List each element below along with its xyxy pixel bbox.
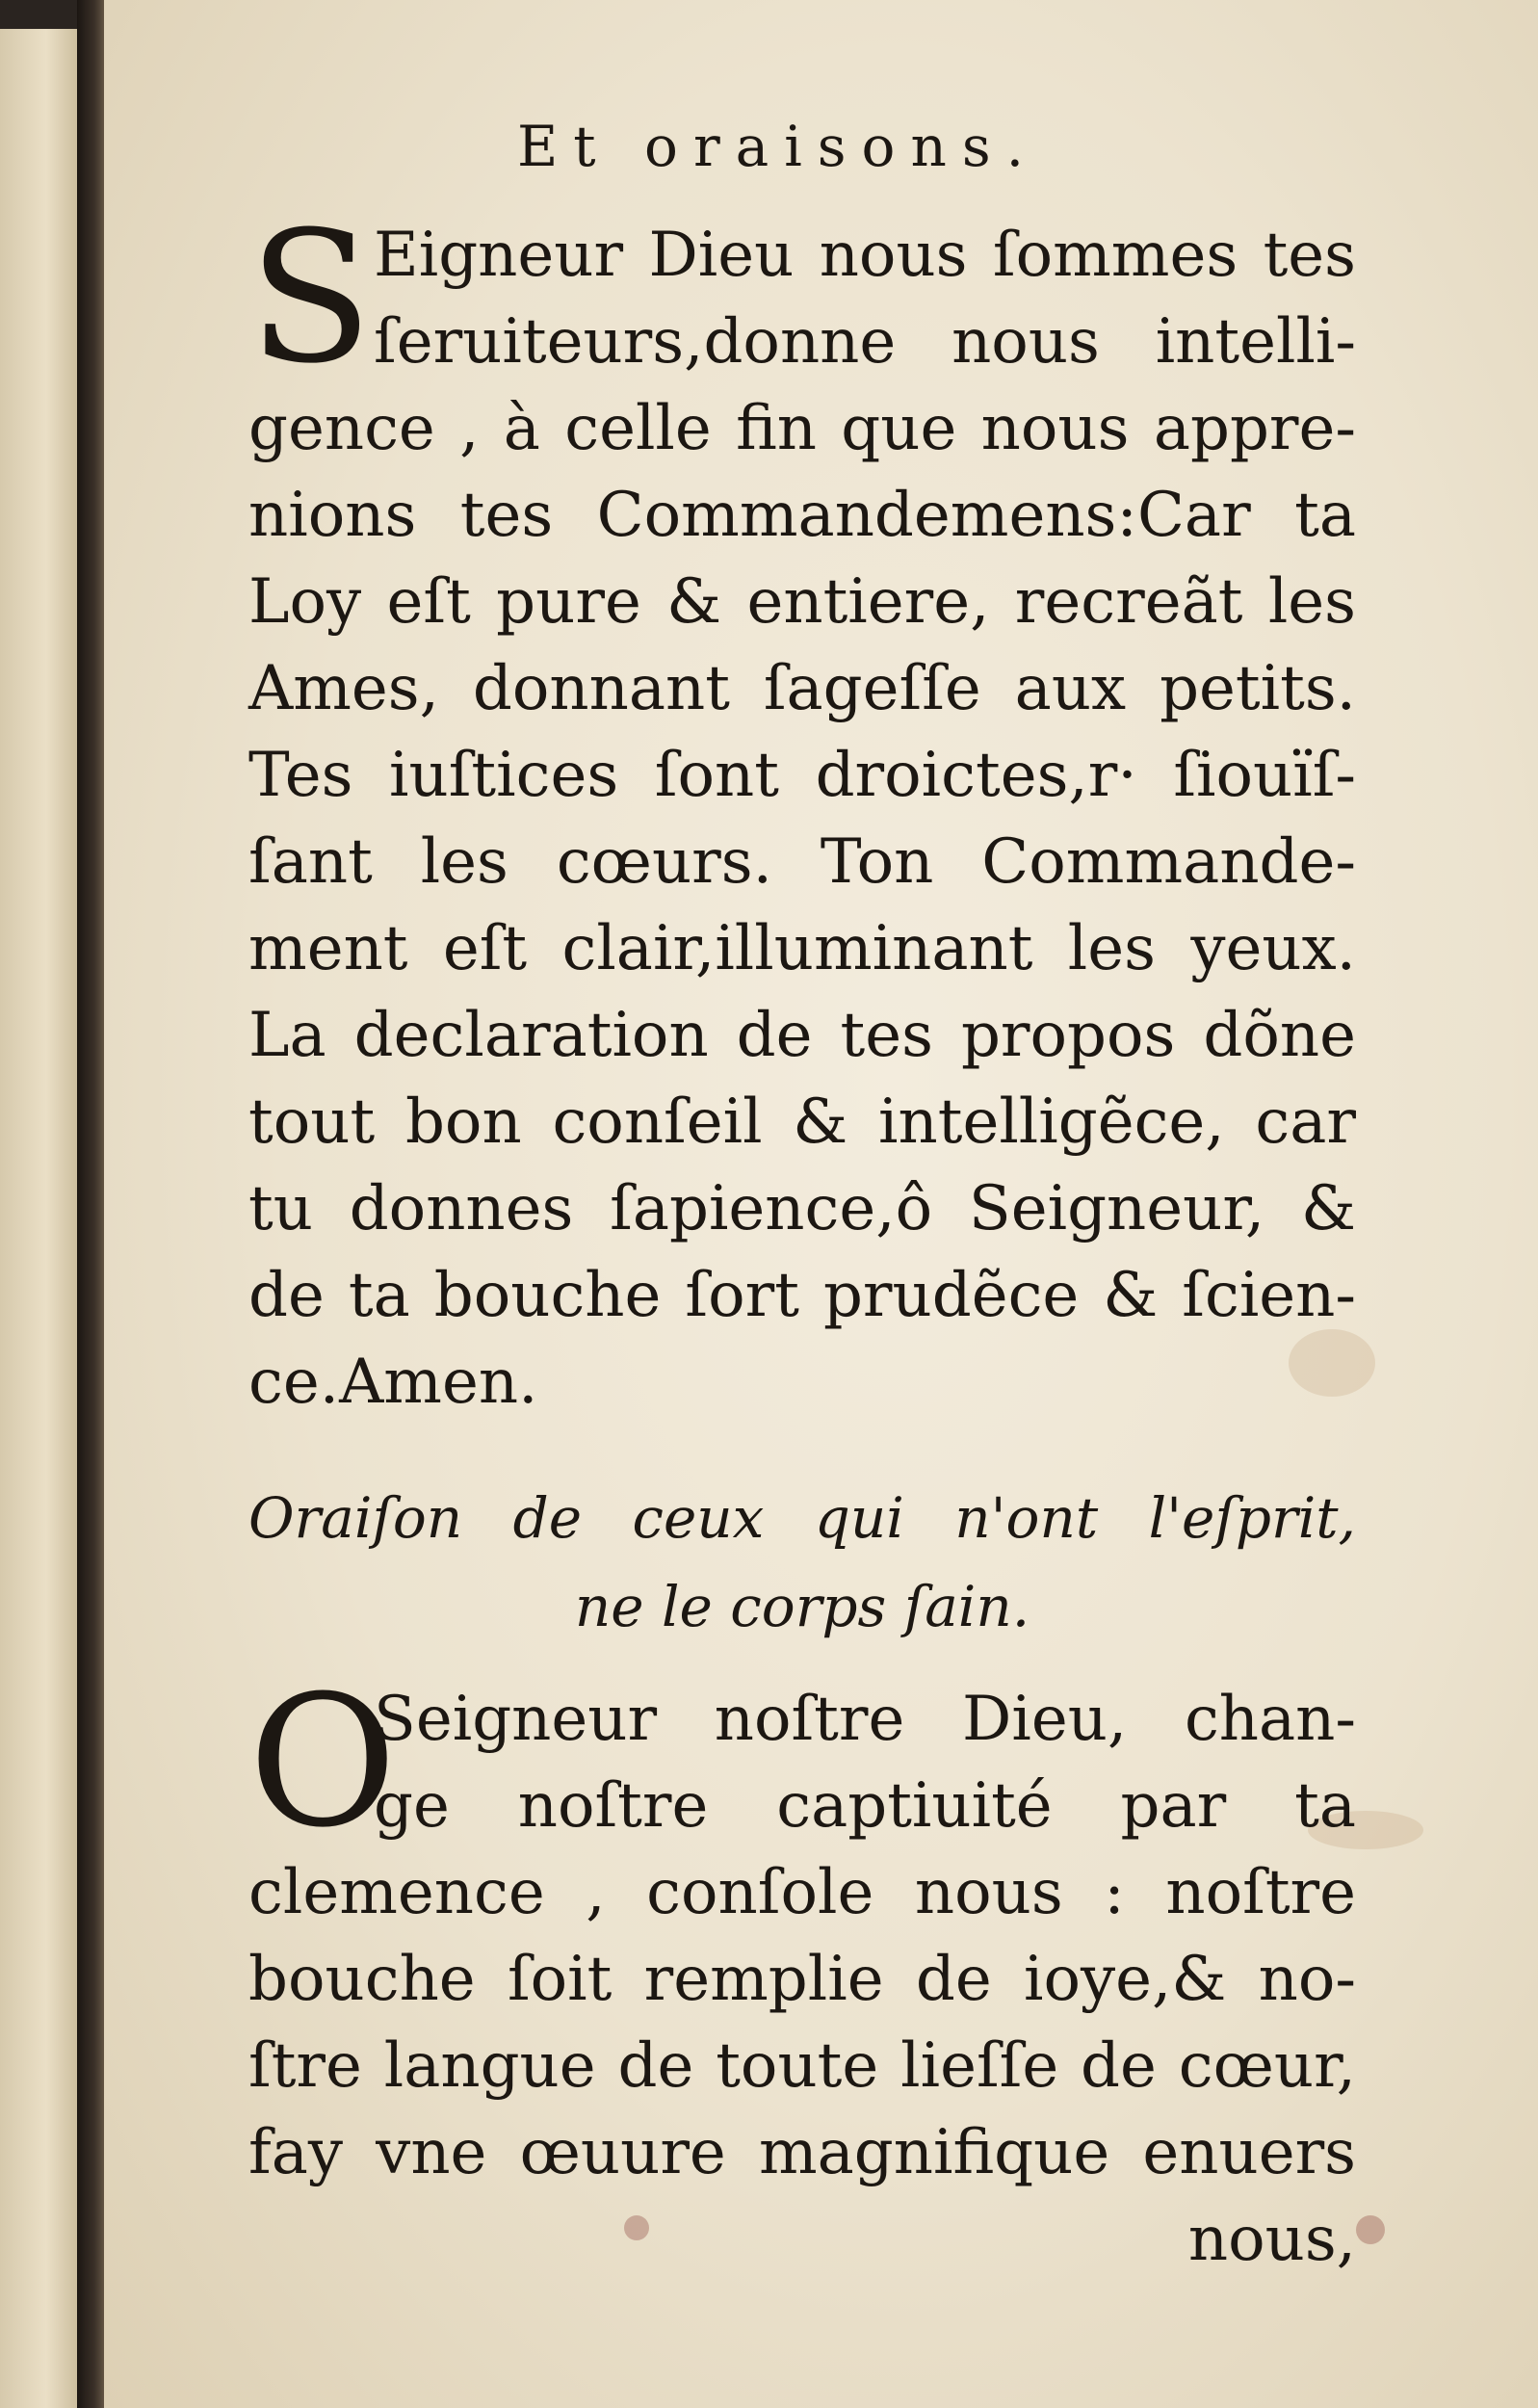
text-line: Loy eſt pure & entiere, recreãt les (248, 566, 1356, 638)
text-line: fay vne œuure magnifique enuers (248, 2117, 1356, 2188)
text-line: ge noſtre captiuité par ta (374, 1770, 1356, 1842)
text-line: Ames, donnant ſageſſe aux petits. (248, 653, 1356, 724)
text-line: ſtre langue de toute lieſſe de cœur, (248, 2030, 1356, 2102)
text-line: gence , à celle fin que nous appre- (248, 393, 1356, 464)
text-line: nions tes Commandemens:Car ta (248, 480, 1356, 551)
prayer-2 (248, 1657, 1356, 2283)
text-line: Seigneur noſtre Dieu, chan- (374, 1684, 1356, 1755)
text-line: ſeruiteurs,donne nous intelli- (374, 306, 1356, 378)
text-line: La declaration de tes propos dõne (248, 1000, 1356, 1071)
book-gutter (77, 0, 106, 2408)
text-line: ment eſt clair,illuminant les yeux. (248, 913, 1356, 984)
drop-cap: S (248, 193, 373, 404)
running-head: Et oraisons. (516, 114, 1040, 179)
text-line: ſant les cœurs. Ton Commande- (248, 826, 1356, 898)
paper-stain (1356, 2215, 1385, 2244)
text-line: tout bon conſeil & intelligẽce, car (248, 1086, 1356, 1158)
catchword: nous, (1187, 2204, 1356, 2275)
text-line: Tes iuſtices ſont droictes,r· ſiouïſ- (248, 740, 1356, 811)
heading-line: ne le corps ſain. (574, 1574, 1030, 1639)
text-line: Eigneur Dieu nous ſommes tes (374, 220, 1356, 291)
facing-page-edge (0, 29, 79, 2408)
text-line: de ta bouche ſort prudẽce & ſcien- (248, 1260, 1356, 1331)
drop-cap: O (248, 1657, 398, 1868)
book-page (104, 0, 1538, 2408)
text-line: bouche ſoit remplie de ioye,& no- (248, 1944, 1356, 2015)
heading-line: Oraiſon de ceux qui n'ont l'eſprit, (248, 1485, 1356, 1551)
text-line: tu donnes ſapience,ô Seigneur, & (248, 1173, 1356, 1244)
text-line: clemence , conſole nous : noſtre (248, 1857, 1356, 1928)
text-line: ce.Amen. (248, 1347, 538, 1418)
prayer-1 (248, 193, 1356, 1426)
section-heading (248, 1474, 1356, 1651)
